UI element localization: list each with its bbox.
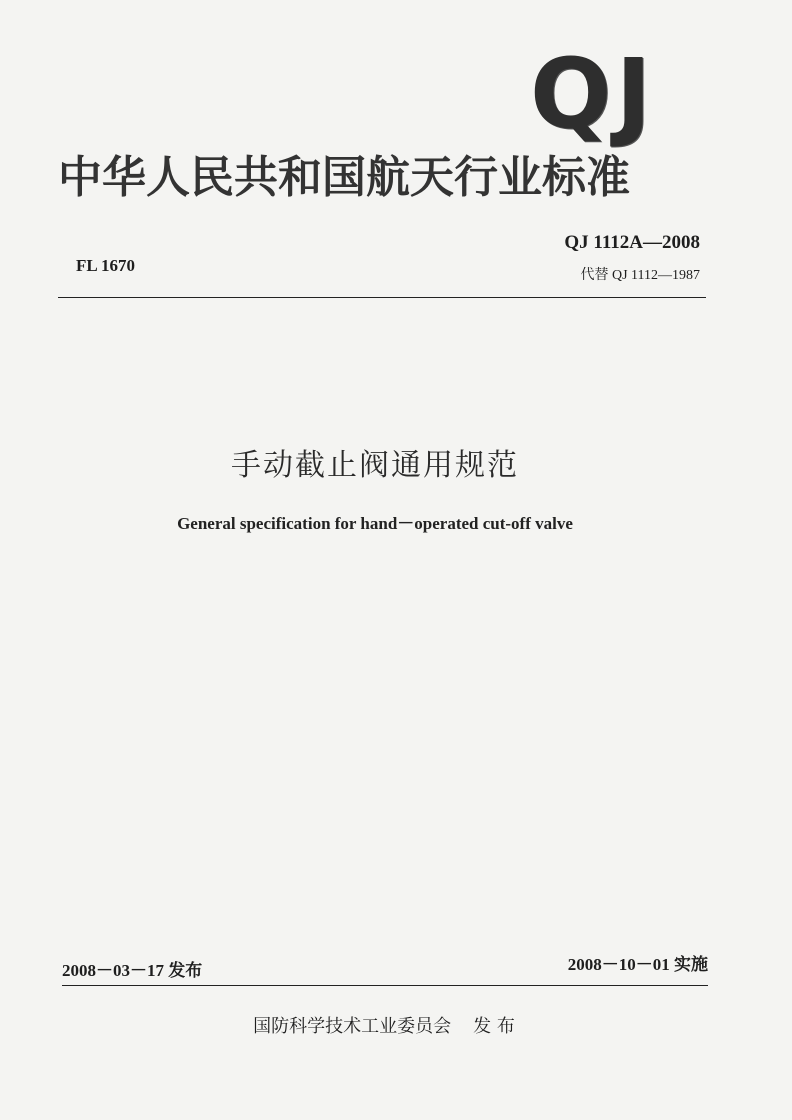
qj-logo: QJ [530, 38, 656, 150]
document-title-english: General specification for hand－operated cut-off valve [177, 514, 573, 533]
header-title: 中华人民共和国航天行业标准 [58, 152, 630, 203]
replaces-standard: 代替 QJ 1112—1987 [580, 268, 700, 283]
top-divider [58, 297, 706, 298]
publisher-name: 国防科学技术工业委员会 [253, 1016, 452, 1037]
publish-label: 发 布 [473, 1016, 515, 1037]
implementation-date: 2008－10－01 实施 [567, 955, 708, 974]
bottom-divider [62, 985, 708, 986]
classification-code: FL 1670 [76, 256, 136, 275]
issue-date: 2008－03－17 发布 [62, 961, 203, 980]
standard-number: QJ 1112A—2008 [564, 232, 700, 253]
document-title-chinese: 手动截止阀通用规范 [231, 448, 519, 483]
publisher-line [0, 1014, 768, 1040]
